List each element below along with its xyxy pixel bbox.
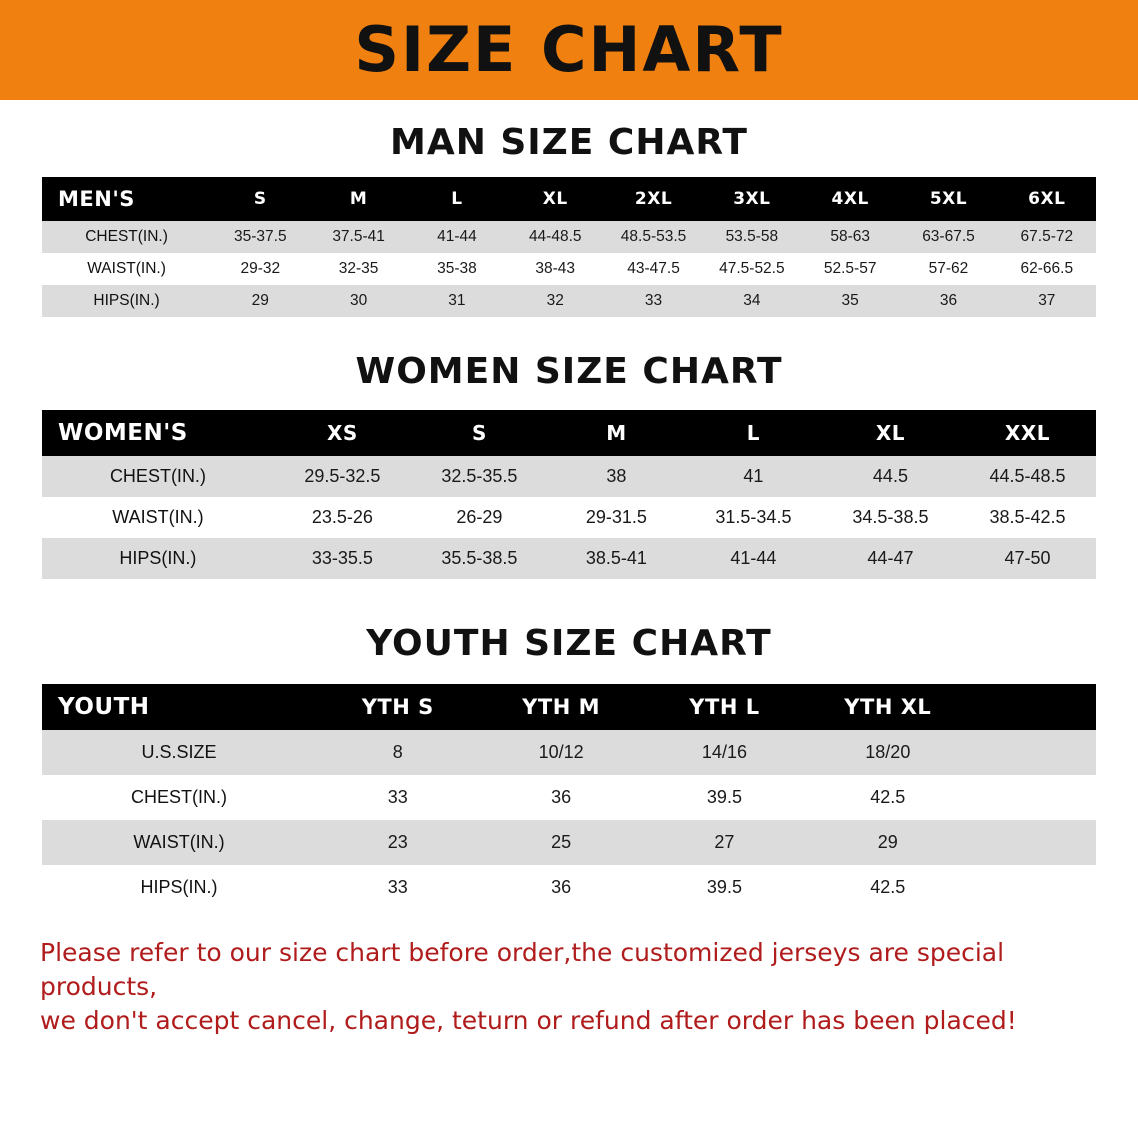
women-header-xxl: XXL bbox=[1004, 421, 1051, 445]
men-chest-6xl: 67.5-72 bbox=[1020, 228, 1074, 245]
women-header-s: S bbox=[471, 421, 487, 445]
women-size-chart-table bbox=[42, 410, 1096, 579]
men-hips-2xl: 33 bbox=[644, 292, 663, 309]
men-hips-xl: 32 bbox=[546, 292, 564, 309]
men-chest-4xl: 58-63 bbox=[830, 228, 870, 245]
youth-chest-s: 33 bbox=[387, 787, 408, 807]
men-header-2xl: 2XL bbox=[634, 189, 673, 209]
men-header-3xl: 3XL bbox=[733, 189, 771, 209]
youth-row-spacer bbox=[969, 730, 1096, 775]
men-waist-xl: 38-43 bbox=[535, 260, 576, 277]
women-chest-xl: 44.5 bbox=[872, 466, 908, 486]
youth-hips-s: 33 bbox=[387, 877, 408, 897]
youth-size-chart-table-wrap bbox=[42, 684, 1096, 910]
men-chest-5xl: 63-67.5 bbox=[922, 228, 975, 245]
women-waist-s: 26-29 bbox=[456, 507, 503, 527]
men-header-label: MEN'S bbox=[58, 187, 135, 211]
table-row bbox=[42, 221, 1096, 253]
men-header-s: S bbox=[253, 189, 267, 209]
women-hips-xxl: 47-50 bbox=[1004, 548, 1051, 568]
order-policy-note-line2: we don't accept cancel, change, teturn or refund after order has been placed! bbox=[40, 1005, 1017, 1035]
men-row-label-chest: CHEST(IN.) bbox=[85, 228, 168, 245]
men-waist-2xl: 43-47.5 bbox=[627, 260, 680, 277]
youth-hips-l: 39.5 bbox=[706, 877, 742, 897]
women-size-chart-table-wrap bbox=[42, 410, 1096, 579]
men-hips-6xl: 37 bbox=[1038, 292, 1056, 309]
women-row-label-waist: WAIST(IN.) bbox=[112, 507, 204, 527]
men-row-label-waist: WAIST(IN.) bbox=[87, 260, 166, 277]
table-row bbox=[42, 253, 1096, 285]
men-waist-5xl: 57-62 bbox=[928, 260, 969, 277]
men-header-xl: XL bbox=[542, 189, 568, 209]
men-waist-3xl: 47.5-52.5 bbox=[719, 260, 785, 277]
table-header-row bbox=[42, 684, 1096, 730]
women-chest-s: 32.5-35.5 bbox=[441, 466, 518, 486]
table-row bbox=[42, 497, 1096, 538]
table-row bbox=[42, 538, 1096, 579]
youth-size-chart-title: YOUTH SIZE CHART bbox=[366, 623, 772, 664]
men-waist-m: 32-35 bbox=[338, 260, 379, 277]
women-header-xs: XS bbox=[326, 421, 358, 445]
men-hips-5xl: 36 bbox=[939, 292, 958, 309]
table-row bbox=[42, 865, 1096, 910]
men-header-5xl: 5XL bbox=[929, 189, 968, 209]
youth-header-label: YOUTH bbox=[58, 694, 150, 720]
women-header-label: WOMEN'S bbox=[58, 420, 188, 446]
order-policy-note bbox=[40, 936, 1098, 1037]
women-header-l: L bbox=[746, 421, 761, 445]
women-header-m: M bbox=[606, 421, 627, 445]
youth-row-label-waist: WAIST(IN.) bbox=[133, 832, 225, 852]
table-row bbox=[42, 820, 1096, 865]
youth-header-yth-l: YTH L bbox=[689, 695, 760, 719]
table-header-row bbox=[42, 410, 1096, 456]
men-chest-xl: 44-48.5 bbox=[528, 228, 582, 245]
page-title: SIZE CHART bbox=[354, 13, 784, 86]
youth-waist-xl: 29 bbox=[877, 832, 898, 852]
women-hips-m: 38.5-41 bbox=[585, 548, 647, 568]
women-hips-xs: 33-35.5 bbox=[311, 548, 373, 568]
men-header-6xl: 6XL bbox=[1028, 189, 1066, 209]
men-hips-m: 30 bbox=[349, 292, 368, 309]
women-chest-l: 41 bbox=[743, 466, 764, 486]
youth-row-spacer bbox=[969, 775, 1096, 820]
men-chest-s: 35-37.5 bbox=[234, 228, 287, 245]
youth-hips-xl: 42.5 bbox=[870, 877, 906, 897]
women-chest-xs: 29.5-32.5 bbox=[304, 466, 381, 486]
youth-header-yth-xl: YTH XL bbox=[844, 695, 932, 719]
youth-waist-m: 25 bbox=[551, 832, 572, 852]
youth-header-spacer bbox=[969, 684, 1096, 730]
men-chest-3xl: 53.5-58 bbox=[725, 228, 779, 245]
table-header-row bbox=[42, 177, 1096, 221]
men-row-label-hips: HIPS(IN.) bbox=[93, 292, 160, 309]
men-chest-l: 41-44 bbox=[437, 228, 477, 245]
men-header-m: M bbox=[349, 189, 368, 209]
table-row bbox=[42, 456, 1096, 497]
youth-row-label-chest: CHEST(IN.) bbox=[131, 787, 228, 807]
women-waist-xs: 23.5-26 bbox=[311, 507, 373, 527]
youth-row-spacer bbox=[969, 820, 1096, 865]
man-size-chart-title: MAN SIZE CHART bbox=[390, 122, 748, 163]
youth-us-size-s: 8 bbox=[392, 742, 403, 762]
size-chart-banner bbox=[0, 0, 1138, 100]
youth-header-yth-s: YTH S bbox=[361, 695, 434, 719]
men-header-4xl: 4XL bbox=[831, 189, 869, 209]
men-waist-4xl: 52.5-57 bbox=[823, 260, 877, 277]
men-hips-3xl: 34 bbox=[743, 292, 761, 309]
youth-chest-m: 36 bbox=[551, 787, 572, 807]
women-row-label-chest: CHEST(IN.) bbox=[109, 466, 206, 486]
youth-header-yth-m: YTH M bbox=[522, 695, 600, 719]
women-hips-xl: 44-47 bbox=[867, 548, 914, 568]
men-waist-6xl: 62-66.5 bbox=[1020, 260, 1074, 277]
youth-waist-s: 23 bbox=[387, 832, 408, 852]
women-waist-l: 31.5-34.5 bbox=[715, 507, 792, 527]
men-header-l: L bbox=[451, 189, 463, 209]
youth-hips-m: 36 bbox=[551, 877, 572, 897]
youth-us-size-xl: 18/20 bbox=[865, 742, 911, 762]
table-row bbox=[42, 730, 1096, 775]
youth-waist-l: 27 bbox=[714, 832, 735, 852]
men-chest-2xl: 48.5-53.5 bbox=[620, 228, 687, 245]
women-waist-m: 29-31.5 bbox=[585, 507, 647, 527]
man-size-chart-table bbox=[42, 177, 1096, 317]
youth-size-chart-table bbox=[42, 684, 1096, 910]
youth-us-size-m: 10/12 bbox=[538, 742, 584, 762]
men-chest-m: 37.5-41 bbox=[332, 228, 385, 245]
women-chest-xxl: 44.5-48.5 bbox=[989, 466, 1066, 486]
women-header-xl: XL bbox=[875, 421, 906, 445]
youth-chest-xl: 42.5 bbox=[870, 787, 906, 807]
youth-us-size-l: 14/16 bbox=[701, 742, 747, 762]
women-waist-xxl: 38.5-42.5 bbox=[989, 507, 1066, 527]
youth-row-label-us-size: U.S.SIZE bbox=[141, 742, 217, 762]
women-waist-xl: 34.5-38.5 bbox=[852, 507, 929, 527]
table-row bbox=[42, 285, 1096, 317]
men-hips-l: 31 bbox=[448, 292, 466, 309]
men-hips-s: 29 bbox=[251, 292, 269, 309]
men-hips-4xl: 35 bbox=[841, 292, 859, 309]
man-size-chart-table-wrap bbox=[42, 177, 1096, 317]
men-waist-l: 35-38 bbox=[437, 260, 477, 277]
youth-row-label-hips: HIPS(IN.) bbox=[140, 877, 218, 897]
order-policy-note-line1: Please refer to our size chart before order,the customized jerseys are special products, bbox=[40, 938, 1005, 1001]
youth-chest-l: 39.5 bbox=[706, 787, 742, 807]
women-chest-m: 38 bbox=[606, 466, 627, 486]
table-row bbox=[42, 775, 1096, 820]
men-waist-s: 29-32 bbox=[240, 260, 281, 277]
women-size-chart-title: WOMEN SIZE CHART bbox=[355, 351, 783, 392]
women-hips-l: 41-44 bbox=[730, 548, 777, 568]
women-row-label-hips: HIPS(IN.) bbox=[119, 548, 197, 568]
youth-row-spacer bbox=[969, 865, 1096, 910]
women-hips-s: 35.5-38.5 bbox=[441, 548, 518, 568]
